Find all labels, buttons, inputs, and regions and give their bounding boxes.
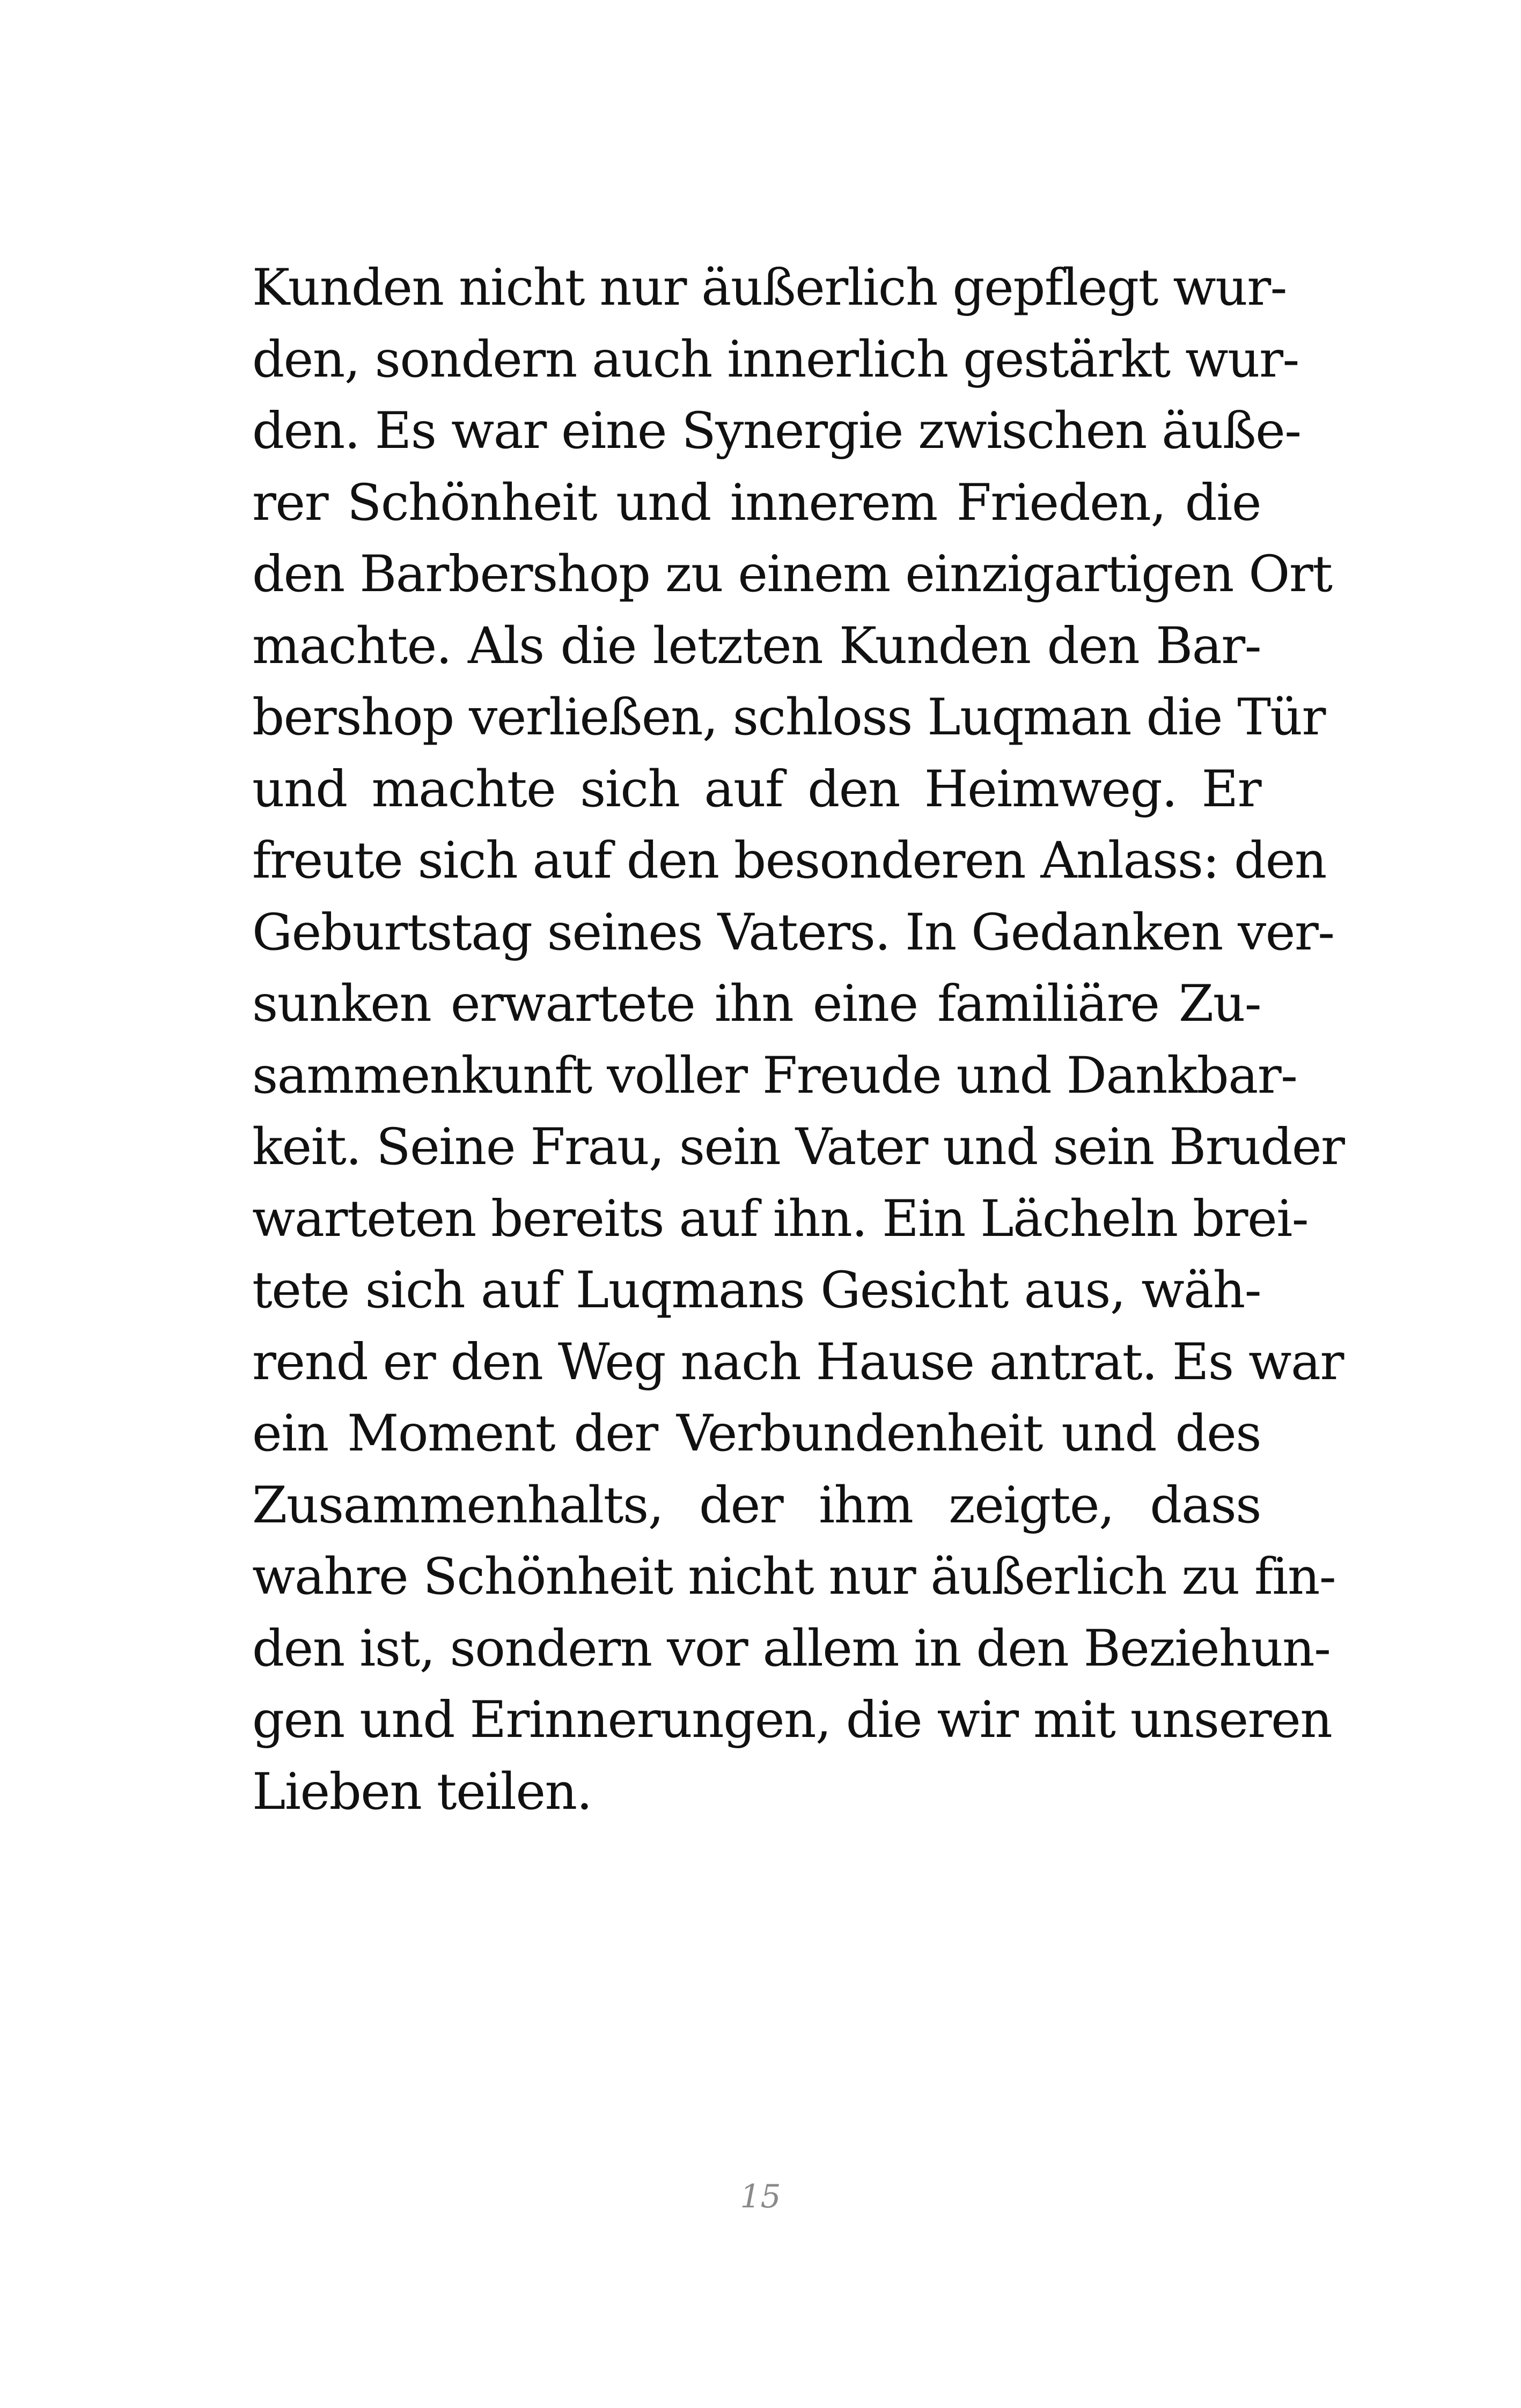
text-line: den Barbershop zu einem einzigartigen Ort <box>252 545 1332 603</box>
text-line: und machte sich auf den Heimweg. Er <box>252 760 1261 819</box>
text-line: freute sich auf den besonderen Anlass: den <box>252 831 1326 890</box>
text-line: machte. Als die letzten Kunden den Bar- <box>252 616 1261 675</box>
text-line: gen und Erinnerungen, die wir mit unseren <box>252 1691 1332 1749</box>
text-line: den ist, sondern vor allem in den Beziehun- <box>252 1619 1331 1678</box>
text-line: rend er den Weg nach Hause antrat. Es war <box>252 1332 1343 1391</box>
text-line: warteten bereits auf ihn. Ein Lächeln brei- <box>252 1189 1309 1248</box>
text-line-last: Lieben teilen. <box>252 1762 592 1821</box>
text-line: sunken erwartete ihn eine familiäre Zu- <box>252 975 1261 1033</box>
text-line: rer Schönheit und innerem Frieden, die <box>252 473 1261 532</box>
text-line: Geburtstag seines Vaters. In Gedanken ver- <box>252 903 1334 962</box>
text-line: den. Es war eine Synergie zwischen äuße- <box>252 402 1301 460</box>
text-line: Kunden nicht nur äußerlich gepflegt wur- <box>252 259 1287 317</box>
text-line: keit. Seine Frau, sein Vater und sein Bruder <box>252 1118 1344 1176</box>
text-line: Zusammenhalts, der ihm zeigte, dass <box>252 1476 1261 1535</box>
text-line: sammenkunft voller Freude und Dankbar- <box>252 1046 1297 1105</box>
text-line: wahre Schönheit nicht nur äußerlich zu fin- <box>252 1548 1336 1606</box>
body-text <box>252 252 1344 1828</box>
text-line: ein Moment der Verbundenheit und des <box>252 1404 1261 1463</box>
text-line: bershop verließen, schloss Luqman die Tür <box>252 688 1325 747</box>
text-line: tete sich auf Luqmans Gesicht aus, wäh- <box>252 1261 1261 1320</box>
page-number: 15 <box>740 2178 781 2215</box>
text-line: den, sondern auch innerlich gestärkt wur- <box>252 330 1299 389</box>
